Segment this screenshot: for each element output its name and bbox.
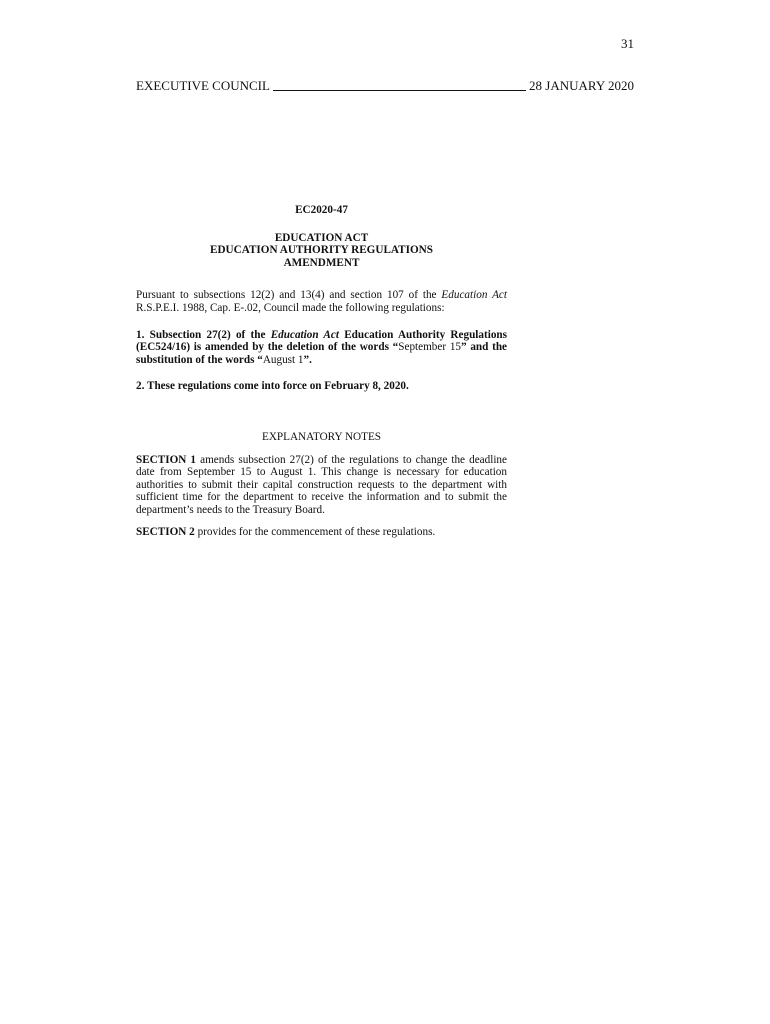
act-title: EDUCATION ACT xyxy=(274,231,369,244)
section-1-text-3: ” and the substitution of the words “ xyxy=(136,341,508,366)
section-1-text-1: 1. Subsection 27(2) of the xyxy=(136,328,271,341)
header-date: 28 JANUARY 2020 xyxy=(529,78,634,93)
note-section-1 xyxy=(136,454,507,517)
preamble-text-2: R.S.P.E.I. 1988, Cap. E-.02, Council made the following regulations: xyxy=(136,301,445,314)
note-section-2 xyxy=(136,526,507,539)
document-body xyxy=(136,204,507,538)
section-1 xyxy=(136,329,507,367)
note-2-text: provides for the commencement of these regulations. xyxy=(194,525,436,538)
note-2-label: SECTION 2 xyxy=(136,525,195,538)
section-1-text-2: Education Authority Regulations (EC524/16) is amended by the deletion of the words “ xyxy=(136,328,507,354)
preamble-act-name: Education Act xyxy=(441,289,507,302)
note-1-text: amends subsection 27(2) of the regulations to change the deadline date from September 15 to August 1. This change is necessary for education authorities to submit their capital construction requests to the department with sufficient time for the department to receive the information and to submit the department’s needs to the Treasury Board. xyxy=(136,453,507,516)
order-titles xyxy=(136,232,507,270)
amendment-title: AMENDMENT xyxy=(283,256,360,269)
order-number: EC2020-47 xyxy=(295,204,348,216)
header-rule xyxy=(273,90,526,91)
page-number: 31 xyxy=(621,36,634,51)
running-header xyxy=(136,78,634,94)
section-2: 2. These regulations come into force on February 8, 2020. xyxy=(136,380,409,393)
explanatory-notes-heading: EXPLANATORY NOTES xyxy=(261,430,382,443)
preamble xyxy=(136,289,507,314)
header-body-name: EXECUTIVE COUNCIL xyxy=(136,78,270,93)
regulations-title: EDUCATION AUTHORITY REGULATIONS xyxy=(210,244,433,257)
preamble-text-1: Pursuant to subsections 12(2) and 13(4) and section 107 of the xyxy=(136,289,442,302)
section-1-new-words: August 1 xyxy=(262,353,304,366)
section-1-act-name: Education Act xyxy=(270,328,339,341)
note-1-label: SECTION 1 xyxy=(136,453,197,466)
section-1-old-words: September 15 xyxy=(398,341,462,354)
section-1-text-4: ”. xyxy=(303,353,312,366)
